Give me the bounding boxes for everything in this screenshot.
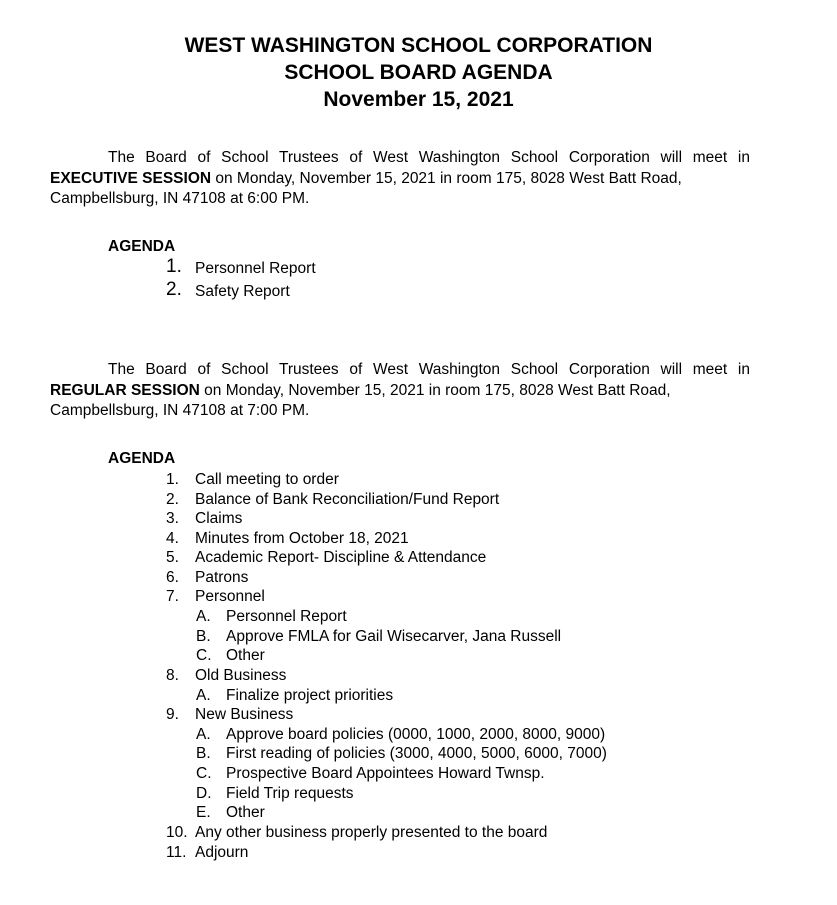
executive-session-paragraph [50,148,750,210]
regular-location: Campbellsburg, IN 47108 at 7:00 PM. [50,402,310,419]
item-text: Old Business [195,667,287,684]
executive-location: Campbellsburg, IN 47108 at 6:00 PM. [50,190,310,207]
item-text: Other [226,804,265,821]
executive-agenda-title: AGENDA [108,238,176,255]
item-number: 1. [166,256,182,277]
item-text: Field Trip requests [226,785,354,802]
item-number: 2. [166,279,182,300]
item-text: Personnel [195,588,265,605]
executive-details: on Monday, November 15, 2021 in room 175, 8028 West Batt Road, [211,169,682,187]
item-text: Call meeting to order [195,471,339,488]
item-text: Academic Report- Discipline & Attendance [195,549,487,566]
item-text: First reading of policies (3000, 4000, 5000, 6000, 7000) [226,745,607,762]
item-letter: A. [196,608,211,625]
executive-session-label: EXECUTIVE SESSION [50,169,212,187]
item-text: Claims [195,510,243,527]
item-number: 8. [166,667,179,684]
item-number: 3. [166,510,179,527]
item-letter: E. [196,804,211,821]
item-text: Approve FMLA for Gail Wisecarver, Jana Russell [226,628,562,645]
regular-details: on Monday, November 15, 2021 in room 175, 8028 West Batt Road, [199,381,671,399]
item-number: 5. [166,549,179,566]
header-organization: WEST WASHINGTON SCHOOL CORPORATION [184,34,653,57]
item-text: Patrons [195,569,249,586]
item-number: 10. [166,824,188,841]
item-letter: B. [196,628,211,645]
item-letter: C. [196,765,212,782]
header-title: SCHOOL BOARD AGENDA [284,61,553,84]
item-letter: B. [196,745,211,762]
item-letter: A. [196,726,211,743]
item-text: Safety Report [195,283,290,300]
item-number: 1. [166,471,179,488]
item-letter: C. [196,647,212,664]
item-number: 11. [166,844,187,861]
item-text: Any other business properly presented to the board [195,824,548,841]
item-text: Balance of Bank Reconciliation/Fund Report [195,491,500,508]
item-text: Adjourn [195,844,249,861]
item-text: New Business [195,706,294,723]
item-letter: D. [196,785,212,802]
regular-agenda-title: AGENDA [108,450,176,467]
regular-session-paragraph [50,360,750,422]
item-text: Prospective Board Appointees Howard Twnsp. [226,765,545,782]
item-text: Finalize project priorities [226,687,394,704]
item-text: Approve board policies (0000, 1000, 2000, 8000, 9000) [226,726,606,743]
item-number: 2. [166,491,179,508]
item-number: 4. [166,530,179,547]
item-letter: A. [196,687,211,704]
regular-session-label: REGULAR SESSION [50,381,200,399]
regular-intro: The Board of School Trustees of West Washington School Corporation will meet in [108,361,750,378]
item-text: Personnel Report [195,260,316,277]
item-text: Personnel Report [226,608,347,625]
item-number: 7. [166,588,179,605]
header-date: November 15, 2021 [323,88,514,111]
item-text: Minutes from October 18, 2021 [195,530,409,547]
item-number: 6. [166,569,179,586]
item-text: Other [226,647,265,664]
executive-intro: The Board of School Trustees of West Washington School Corporation will meet in [108,149,750,166]
document-header [0,32,837,113]
item-number: 9. [166,706,179,723]
